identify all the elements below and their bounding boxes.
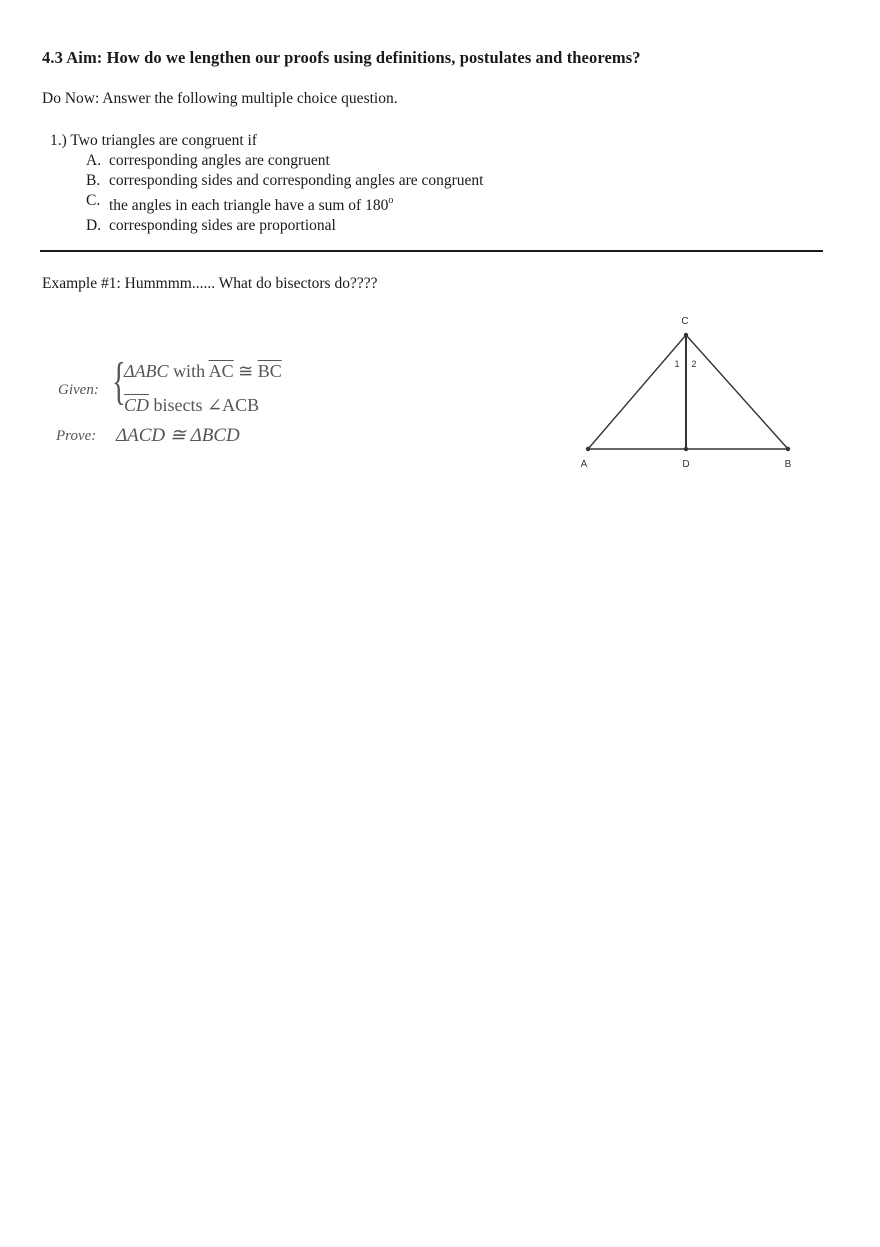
point-c bbox=[684, 333, 688, 337]
degree-mark: o bbox=[388, 195, 394, 206]
prove-statement: ΔACD ≅ ΔBCD bbox=[116, 425, 240, 446]
label-a: A bbox=[580, 459, 588, 470]
congruent-sign: ≅ bbox=[233, 361, 258, 381]
triangle-diagram bbox=[560, 305, 810, 475]
side-ac bbox=[588, 335, 686, 449]
question-number: 1.) bbox=[50, 132, 67, 149]
option-letter: A. bbox=[86, 152, 102, 169]
page-title: 4.3 Aim: How do we lengthen our proofs using definitions, postulates and theorems? bbox=[42, 48, 641, 67]
option-letter: B. bbox=[86, 172, 101, 189]
option-letter: C. bbox=[86, 192, 101, 209]
given-statement-2 bbox=[124, 395, 259, 416]
option-text bbox=[109, 191, 393, 216]
question-text: Two triangles are congruent if bbox=[70, 132, 257, 149]
angle-1-label: 1 bbox=[674, 359, 680, 369]
point-d bbox=[684, 447, 688, 451]
option-b bbox=[86, 171, 483, 191]
option-text: corresponding sides are proportional bbox=[109, 217, 336, 234]
segment-bc: $\overline{BC}$ bbox=[257, 361, 282, 381]
answer-options bbox=[86, 151, 483, 236]
option-text: corresponding sides and corresponding angles are congruent bbox=[109, 172, 484, 189]
segment-cd: $\overline{CD}$ bbox=[124, 395, 150, 415]
do-now-instruction: Do Now: Answer the following multiple choice question. bbox=[42, 90, 398, 107]
point-b bbox=[786, 447, 790, 451]
label-c: C bbox=[681, 316, 689, 327]
bisects-text: bisects ∠ACB bbox=[149, 395, 260, 415]
point-a bbox=[586, 447, 590, 451]
option-d bbox=[86, 216, 483, 236]
option-letter: D. bbox=[86, 217, 102, 234]
option-text: corresponding angles are congruent bbox=[109, 152, 330, 169]
side-bc bbox=[686, 335, 788, 449]
given-statement-1 bbox=[124, 361, 282, 382]
with-word: with bbox=[168, 361, 209, 381]
given-brace: { bbox=[112, 353, 126, 410]
label-b: B bbox=[784, 459, 792, 470]
question-stem bbox=[50, 131, 257, 151]
option-a bbox=[86, 151, 483, 171]
given-label: Given: bbox=[58, 382, 99, 398]
segment-ac: $\overline{AC}$ bbox=[208, 361, 234, 381]
angle-2-label: 2 bbox=[691, 359, 697, 369]
prove-label: Prove: bbox=[56, 428, 97, 444]
example-heading: Example #1: Hummmm...... What do bisectors do???? bbox=[42, 275, 378, 292]
label-d: D bbox=[682, 459, 690, 470]
triangle-abc: ΔABC bbox=[124, 361, 169, 381]
option-c-text: the angles in each triangle have a sum of 180 bbox=[109, 197, 389, 214]
section-divider bbox=[40, 250, 823, 252]
option-c bbox=[86, 191, 483, 216]
